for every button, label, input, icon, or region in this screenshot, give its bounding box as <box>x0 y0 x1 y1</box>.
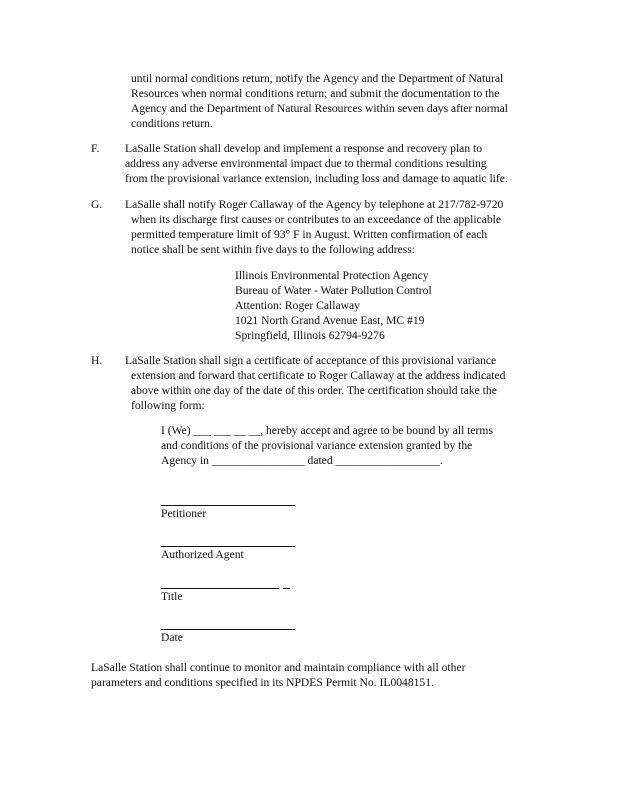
date-label: Date <box>161 631 183 644</box>
closing-line: parameters and conditions specified in its NPDES Permit No. IL0048151. <box>91 676 434 689</box>
agent-label: Authorized Agent <box>161 548 244 561</box>
continuation-line: Agency and the Department of Natural Resources within seven days after normal <box>131 102 508 115</box>
address-line: Illinois Environmental Protection Agency <box>235 269 429 282</box>
certification-line: I (We) ___ ___ __ __, hereby accept and agree to be bound by all terms <box>161 424 493 437</box>
title-label: Title <box>161 590 183 603</box>
address-line: Springfield, Illinois 62794-9276 <box>235 329 385 342</box>
item-h-line: following form: <box>131 399 205 412</box>
title-signature-line-tail <box>283 588 290 589</box>
item-g-line: permitted temperature limit of 93° F in August. Written confirmation of each <box>131 228 488 241</box>
item-f-letter: F. <box>91 142 100 155</box>
title-signature-line <box>161 588 279 589</box>
certification-line: Agency in ________________ dated __________________. <box>161 454 443 467</box>
item-g-line: when its discharge first causes or contributes to an exceedance of the applicable <box>131 213 501 226</box>
certification-line: and conditions of the provisional variance extension granted by the <box>161 439 473 452</box>
petitioner-label: Petitioner <box>161 507 207 520</box>
date-signature-line <box>161 629 295 630</box>
continuation-line: Resources when normal conditions return; and submit the documentation to the <box>131 87 500 100</box>
item-g-letter: G. <box>91 198 103 211</box>
item-h-line: LaSalle Station shall sign a certificate of acceptance of this provisional variance <box>125 354 497 367</box>
address-line: Bureau of Water - Water Pollution Control <box>235 284 432 297</box>
item-f-line: address any adverse environmental impact due to thermal conditions resulting <box>125 157 487 170</box>
closing-line: LaSalle Station shall continue to monitor and maintain compliance with all other <box>91 661 466 674</box>
address-line: 1021 North Grand Avenue East, MC #19 <box>235 314 425 327</box>
item-h-line: above within one day of the date of this order. The certification should take the <box>131 384 497 397</box>
agent-signature-line <box>161 546 295 547</box>
continuation-line: until normal conditions return, notify the Agency and the Department of Natural <box>131 72 504 85</box>
item-h-letter: H. <box>91 354 103 367</box>
continuation-line: conditions return. <box>131 117 213 130</box>
address-line: Attention: Roger Callaway <box>235 299 360 312</box>
item-f-line: from the provisional variance extension, including loss and damage to aquatic life. <box>125 172 508 185</box>
item-g-line: LaSalle shall notify Roger Callaway of the Agency by telephone at 217/782-9720 <box>125 198 504 211</box>
item-g-line: notice shall be sent within five days to the following address: <box>131 243 415 256</box>
petitioner-signature-line <box>161 505 295 506</box>
item-h-line: extension and forward that certificate to Roger Callaway at the address indicated <box>131 369 506 382</box>
item-f-line: LaSalle Station shall develop and implement a response and recovery plan to <box>125 142 483 155</box>
